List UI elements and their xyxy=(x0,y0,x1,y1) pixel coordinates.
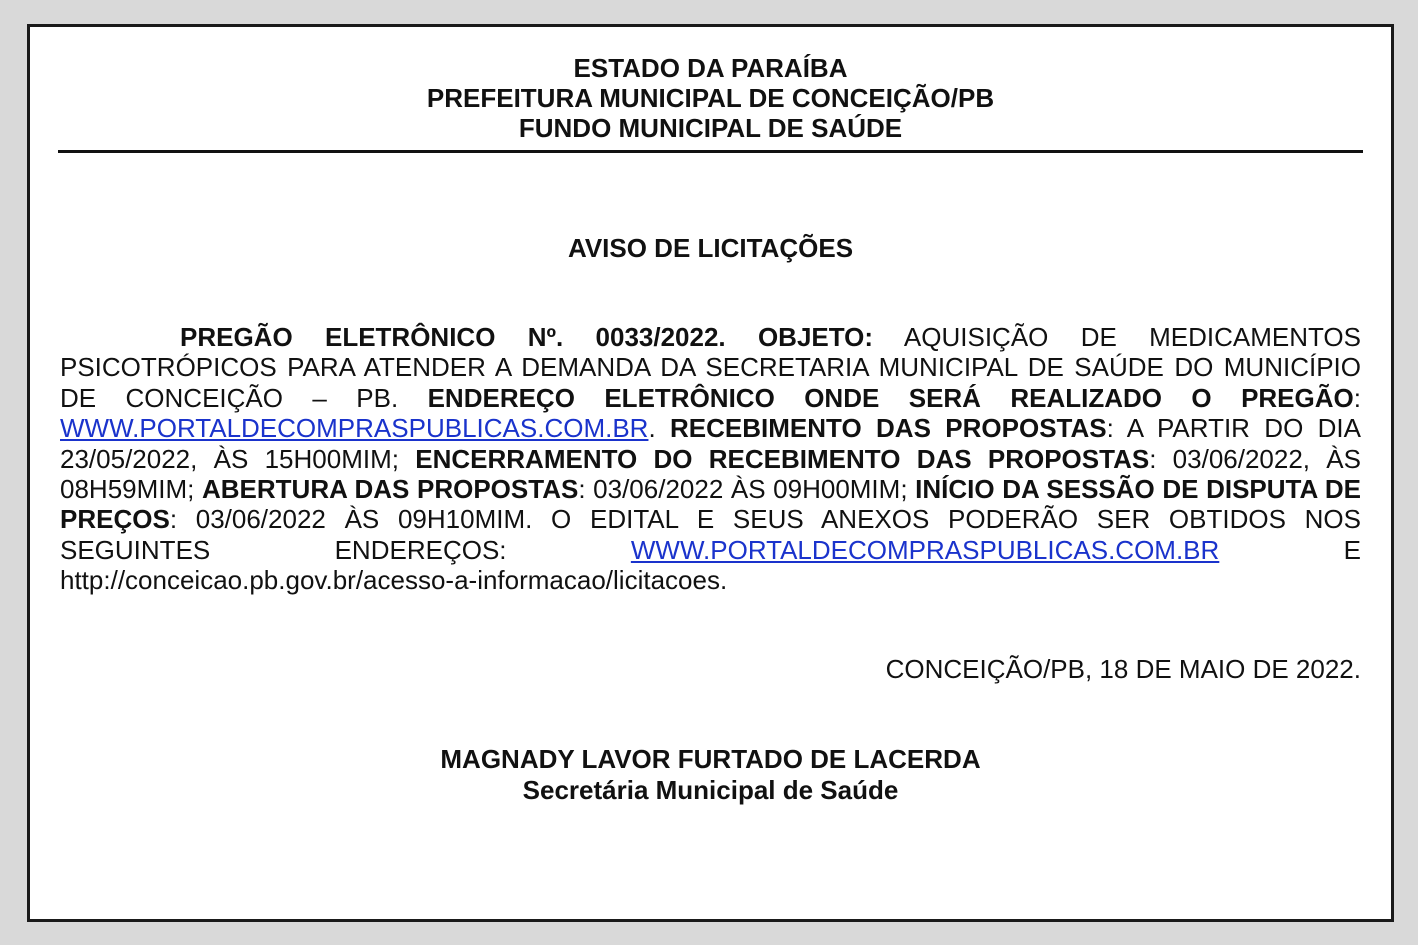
signature-block xyxy=(30,744,1391,806)
closing-label: ENCERRAMENTO DO RECEBIMENTO DAS PROPOSTAS xyxy=(415,443,1150,474)
opening-label: ABERTURA DAS PROPOSTAS xyxy=(201,474,579,505)
address-sep: : xyxy=(1353,382,1361,413)
address-label: ENDEREÇO ELETRÔNICO ONDE SERÁ REALIZADO O PREGÃO xyxy=(427,382,1354,413)
edital-url-text: E http://conceicao.pb.gov.br/acesso-a-informacao/licitacoes. xyxy=(60,534,1361,596)
opening-text: : 03/06/2022 ÀS 09H00MIM; xyxy=(578,474,916,505)
receipt-text: : A PARTIR DO DIA 23/05/2022, ÀS 15H00MIM; xyxy=(60,413,1362,474)
notice-frame xyxy=(27,24,1394,922)
header-state: ESTADO DA PARAÍBA xyxy=(573,53,848,83)
notice-body xyxy=(60,322,1361,596)
header-city-hall: PREFEITURA MUNICIPAL DE CONCEIÇÃO/PB xyxy=(426,83,995,113)
receipt-label: RECEBIMENTO DAS PROPOSTAS xyxy=(670,413,1107,444)
header-divider xyxy=(58,150,1363,153)
address-after: . xyxy=(648,413,671,444)
notice-title: AVISO DE LICITAÇÕES xyxy=(567,233,854,263)
portal-link-2[interactable]: WWW.PORTALDECOMPRASPUBLICAS.COM.BR xyxy=(630,534,1220,565)
header xyxy=(30,53,1391,143)
closing-text: : 03/06/2022, ÀS 08H59MIM; xyxy=(60,443,1361,505)
pregao-label: PREGÃO ELETRÔNICO Nº. 0033/2022. OBJETO: xyxy=(180,322,874,352)
session-label: INÍCIO DA SESSÃO DE DISPUTA DE PREÇOS xyxy=(60,474,1362,535)
notice-date: CONCEIÇÃO/PB, 18 DE MAIO DE 2022. xyxy=(885,654,1361,684)
session-text: : 03/06/2022 ÀS 09H10MIM. O EDITAL E SEUS ANEXOS PODERÃO SER OBTIDOS NOS SEGUINTES ENDEREÇOS: xyxy=(60,504,1361,565)
portal-link-1[interactable]: WWW.PORTALDECOMPRASPUBLICAS.COM.BR xyxy=(60,413,649,444)
header-health-fund: FUNDO MUNICIPAL DE SAÚDE xyxy=(518,113,903,143)
object-text: AQUISIÇÃO DE MEDICAMENTOS PSICOTRÓPICOS PARA ATENDER A DEMANDA DA SECRETARIA MUNICIPAL DE SAÚDE DO MUNICÍPIO DE CONCEIÇÃO – PB. xyxy=(60,322,1361,413)
signatory-name: MAGNADY LAVOR FURTADO DE LACERDA xyxy=(440,744,981,774)
signatory-role: Secretária Municipal de Saúde xyxy=(522,775,899,805)
